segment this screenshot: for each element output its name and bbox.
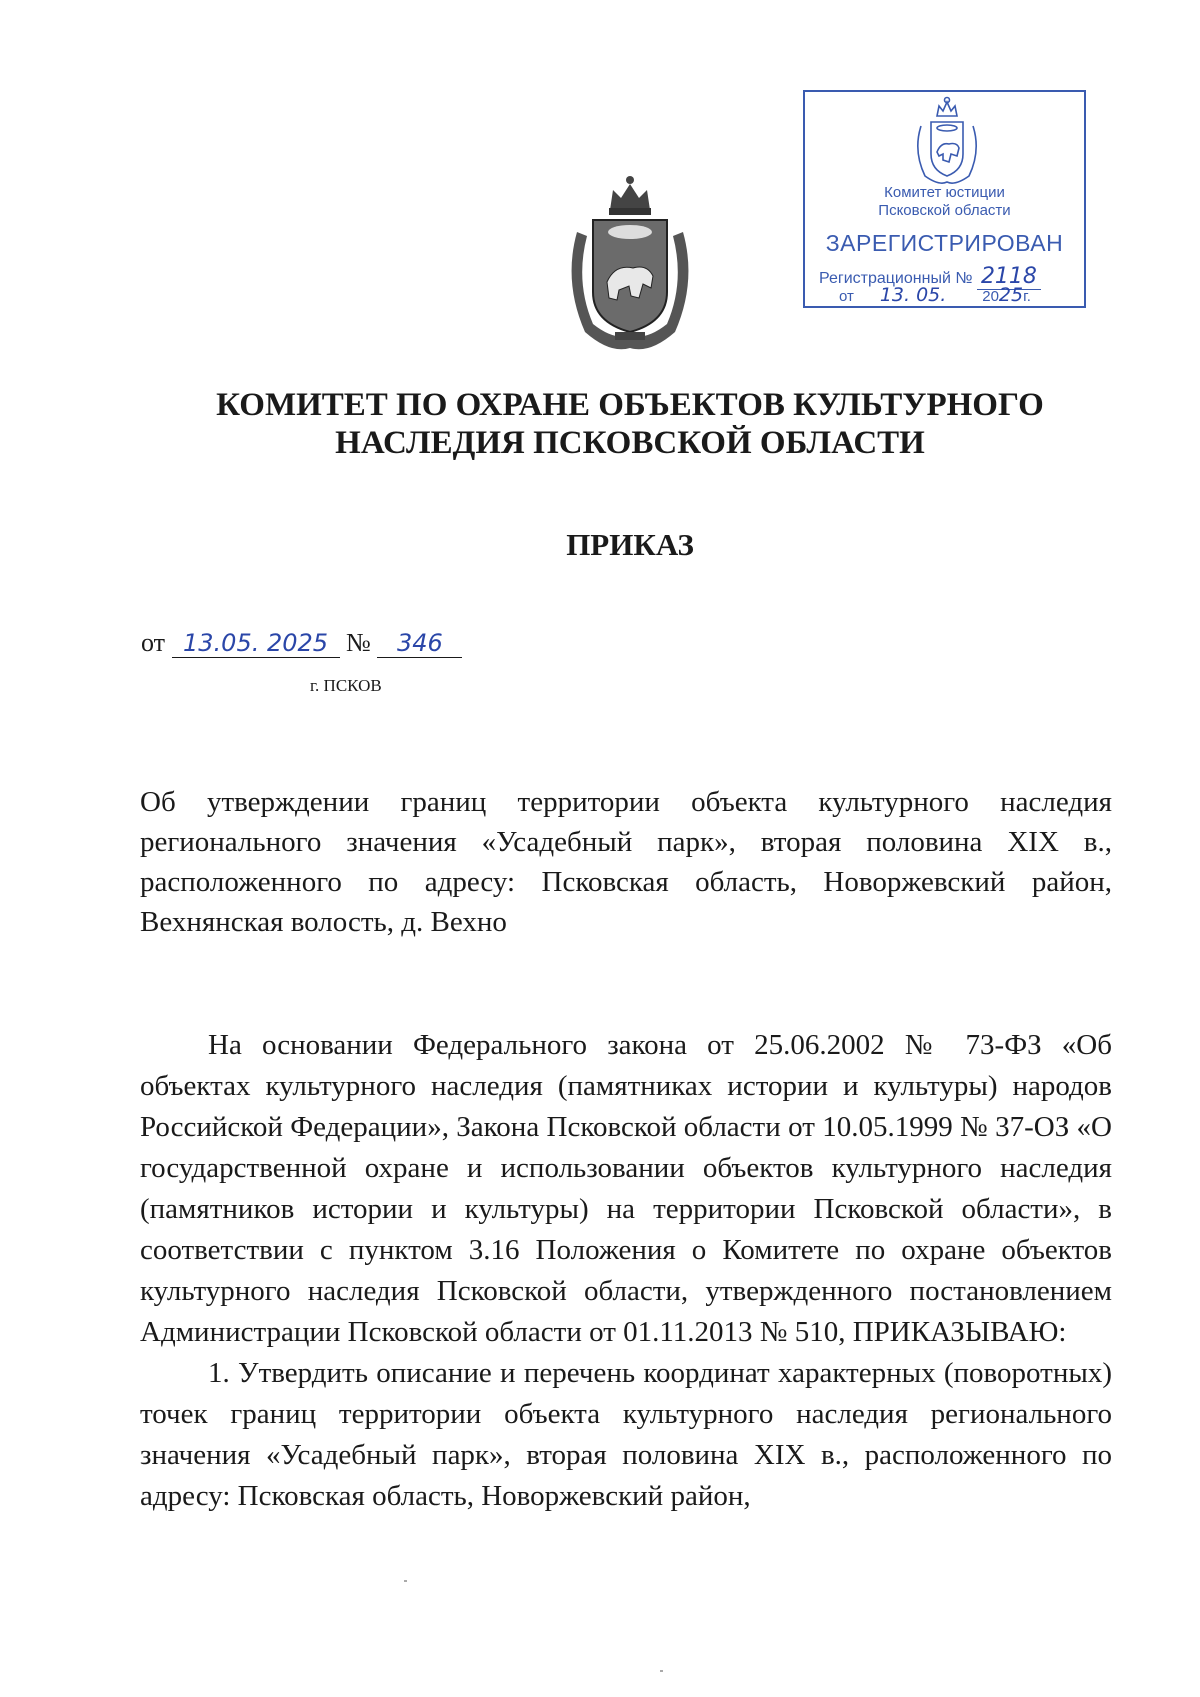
- document-type-title: ПРИКАЗ: [566, 527, 694, 562]
- order-body: [140, 1025, 1112, 1517]
- order-city: г. ПСКОВ: [310, 676, 382, 695]
- org-title-line2: НАСЛЕДИЯ ПСКОВСКОЙ ОБЛАСТИ: [335, 425, 925, 461]
- body-paragraph-preamble: На основании Федерального закона от 25.06.2002 № 73-ФЗ «Об объектах культурного наследия (памятниках истории и культуры) народов Российской Федерации», Закона Псковской области от 10.05.1999 № 37-ОЗ «О государственной охране и использовании объектов культурного наследия (памятников истории и культуры) на территории Псковской области», в соответствии с пунктом 3.16 Положения о Комитете по охране объектов культурного наследия Псковской области, утвержденного постановлением Администрации Псковской области от 01.11.2013 № 510, ПРИКАЗЫВАЮ:: [140, 1029, 1112, 1348]
- stamp-org-line2: Псковской области: [878, 202, 1011, 219]
- stamp-org-line1: Комитет юстиции: [884, 184, 1005, 201]
- stamp-date-year-prefix: 20: [982, 288, 999, 305]
- scan-speck: [404, 1580, 407, 1582]
- order-date: 13.05. 2025: [172, 629, 340, 658]
- stamp-date-year-suffix: 25: [998, 284, 1024, 306]
- body-item-1: 1. Утвердить описание и перечень координат характерных (поворотных) точек границ территории объекта культурного наследия регионального значения «Усадебный парк», вторая половина XIX в., расположенного по адресу: Псковская область, Новоржевский район,: [140, 1357, 1112, 1512]
- stamp-date-line: [839, 284, 1031, 307]
- stamp-date-prefix: от: [839, 288, 854, 305]
- stamp-date-suffix: г.: [1023, 288, 1031, 305]
- order-number: 346: [377, 629, 462, 658]
- pskov-coat-of-arms-icon: [555, 172, 705, 357]
- scan-speck: [660, 1670, 663, 1672]
- registration-stamp: [803, 90, 1086, 308]
- order-number-prefix: №: [346, 628, 371, 657]
- org-title-line1: КОМИТЕТ ПО ОХРАНЕ ОБЪЕКТОВ КУЛЬТУРНОГО: [216, 387, 1044, 423]
- order-date-line: [141, 628, 462, 658]
- order-subject: Об утверждении границ территории объекта культурного наследия регионального значения «Усадебный парк», вторая половина XIX в., расположенного по адресу: Псковская область, Новоржевский район, Вехнянская волость, д. Вехно: [140, 786, 1112, 938]
- stamp-reg-number: 2118: [977, 264, 1041, 290]
- stamp-date-day-month: 13. 05.: [858, 284, 968, 307]
- stamp-status: ЗАРЕГИСТРИРОВАН: [825, 230, 1064, 256]
- order-date-prefix: от: [141, 628, 166, 657]
- coat-of-arms-small-icon: [909, 96, 985, 186]
- stamp-reg-label: Регистрационный №: [819, 270, 973, 287]
